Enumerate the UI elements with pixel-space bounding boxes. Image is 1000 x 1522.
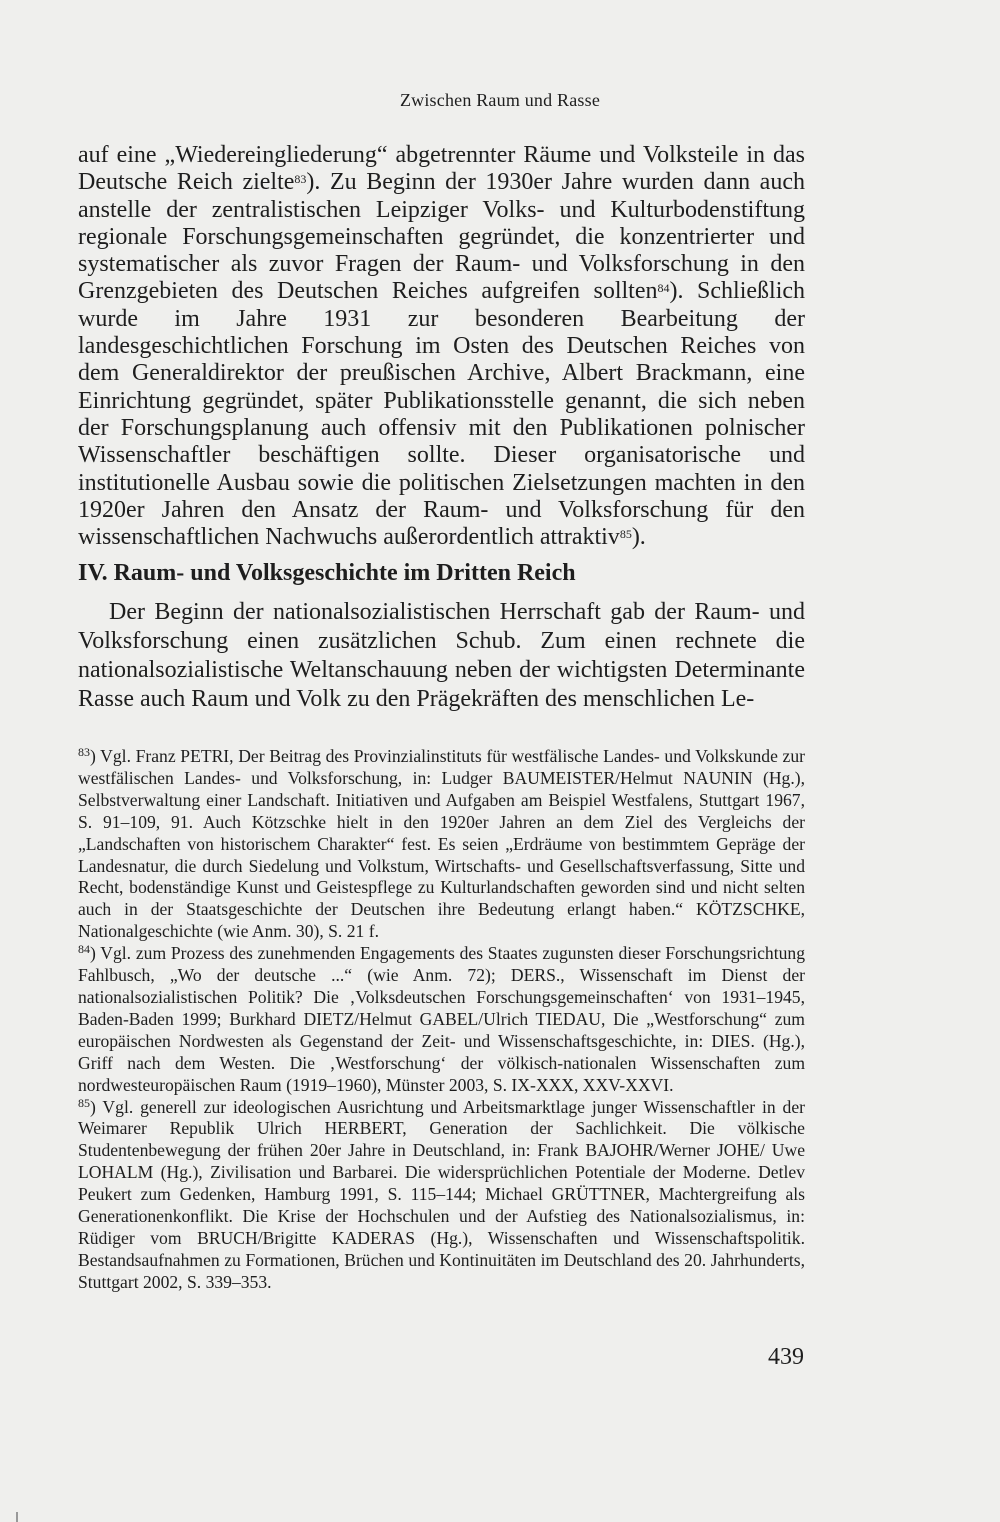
footnote-text: ) Vgl. zum Prozess des zunehmenden Engagements des Staates zugunsten dieser Forschungsrichtung Fahlbusch, „Wo der deutsche ...“ (wie Anm. 72); DERS., Wissenschaft im Dienst der nationalsozialistischen Politik? Die ‚Volksdeutschen Forschungsgemeinschaften‘ von 1931–1945, Baden-Baden 1999; Burkhard DIETZ/Helmut GABEL/Ulrich TIEDAU, Die „Westforschung“ zum europäischen Nordwesten als Gegenstand der Zeit- und Wissenschaftsgeschichte, in: DIES. (Hg.), Griff nach dem Westen. Die ‚Westforschung‘ der völkisch-nationalen Wissenschaften zum nordwesteuropäischen Raum (1919–1960), Münster 2003, S. IX-XXX, XXV-XXVI. — [78, 943, 805, 1095]
footnote-84 — [78, 943, 805, 1096]
page-number: 439 — [768, 1344, 804, 1370]
paragraph-1-part-4: ). — [631, 524, 646, 551]
footnote-85 — [78, 1097, 805, 1294]
section-heading: IV. Raum- und Volksgeschichte im Dritten Reich — [78, 560, 576, 586]
scan-edge-mark — [16, 1512, 18, 1522]
footnotes — [78, 746, 805, 1294]
main-text-section-4 — [78, 598, 805, 714]
footnote-text: ) Vgl. generell zur ideologischen Ausrichtung und Arbeitsmarktlage junger Wissenschaftler in der Weimarer Republik Ulrich HERBERT, Generation der Sachlichkeit. Die völkische Studentenbewegung der frühen 20er Jahre in Deutschland, in: Frank BAJOHR/Werner JOHE/ Uwe LOHALM (Hg.), Zivilisation und Barbarei. Die widersprüchlichen Potentiale der Moderne. Detlev Peukert zum Gedenken, Hamburg 1991, S. 115–144; Michael GRÜTTNER, Machtergreifung als Generationenkonflikt. Die Krise der Hochschulen und der Aufstieg des Nationalsozialismus, in: Rüdiger vom BRUCH/Brigitte KADERAS (Hg.), Wissenschaften und Wissenschaftspolitik. Bestandsaufnahmen zu Formationen, Brüchen und Kontinuitäten im Deutschland des 20. Jahrhunderts, Stuttgart 2002, S. 339–353. — [78, 1096, 805, 1292]
paragraph-1-part-2: ). Zu Beginn der 1930er Jahre wurden dann auch anstelle der zentralistischen Leipziger Volks- und Kulturbodenstiftung regionale Forschungsgemeinschaften gegründet, die konzentrierter und systematischer als zuvor Fragen der Raum- und Volksforschung in den Grenzgebieten des Deutschen Reiches aufgreifen sollten — [78, 169, 805, 305]
paragraph-1-part-3: ). Schließlich wurde im Jahre 1931 zur besonderen Bearbeitung der landesgeschichtlichen Forschung im Osten des Deutschen Reiches von dem Generaldirektor der preußischen Archive, Albert Brackmann, eine Einrichtung gegründet, später Publikationsstelle genannt, die sich neben der Forschungsplanung auch offensiv mit den Publikationen polnischer Wissenschaftler beschäftigen sollte. Dieser organisatorische und institutionelle Ausbau sowie die politischen Zielsetzungen machten in den 1920er Jahren den Ansatz der Raum- und Volksforschung für den wissenschaftlichen Nachwuchs außerordentlich attraktiv — [78, 278, 806, 551]
paragraph-1-part-1: auf eine „Wiedereingliederung“ abgetrennter Räume und Volksteile in das Deutsche Reich zielte — [78, 142, 805, 196]
footnote-83 — [78, 746, 805, 943]
footnote-ref-85: 85 — [619, 527, 632, 542]
footnote-ref-83: 83 — [294, 172, 307, 187]
footnote-number: 84 — [78, 942, 90, 957]
footnote-text: ) Vgl. Franz PETRI, Der Beitrag des Provinzialinstituts für westfälische Landes- und Volkskunde zur westfälischen Landes- und Volksforschung, in: Ludger BAUMEISTER/Helmut NAUNIN (Hg.), Selbstverwaltung einer Landschaft. Initiativen und Aufgaben am Beispiel Westfalens, Stuttgart 1967, S. 91–109, 91. Auch Kötzschke hielt in den 1920er Jahren an dem Ziel des Vergleichs der „Landschaften von historischem Charakter“ fest. Es seien „Erdräume von bestimmtem Gepräge der Landesnatur, die durch Siedelung und Volkstum, Wirtschafts- und Gesellschaftsverfassung, Sitte und Recht, bodenständige Kunst und Geistespflege zu Kulturlandschaften geworden sind und nicht selten auch in der Staatsgeschichte der Deutschen ihre Bedeutung erlangt haben.“ KÖTZSCHKE, Nationalgeschichte (wie Anm. 30), S. 21 f. — [78, 746, 805, 942]
paragraph-2: Der Beginn der nationalsozialistischen Herrschaft gab der Raum- und Volksforschung einen zusätzlichen Schub. Zum einen rechnete die nationalsozialistische Weltanschauung neben der wichtigsten Determinante Rasse auch Raum und Volk zu den Prägekräften des menschlichen Le- — [78, 599, 805, 712]
footnote-number: 83 — [78, 745, 90, 759]
footnote-ref-84: 84 — [657, 281, 670, 296]
main-text — [78, 142, 805, 551]
paragraph-1 — [78, 142, 805, 551]
running-title: Zwischen Raum und Rasse — [399, 90, 601, 110]
footnote-number: 85 — [78, 1095, 90, 1110]
